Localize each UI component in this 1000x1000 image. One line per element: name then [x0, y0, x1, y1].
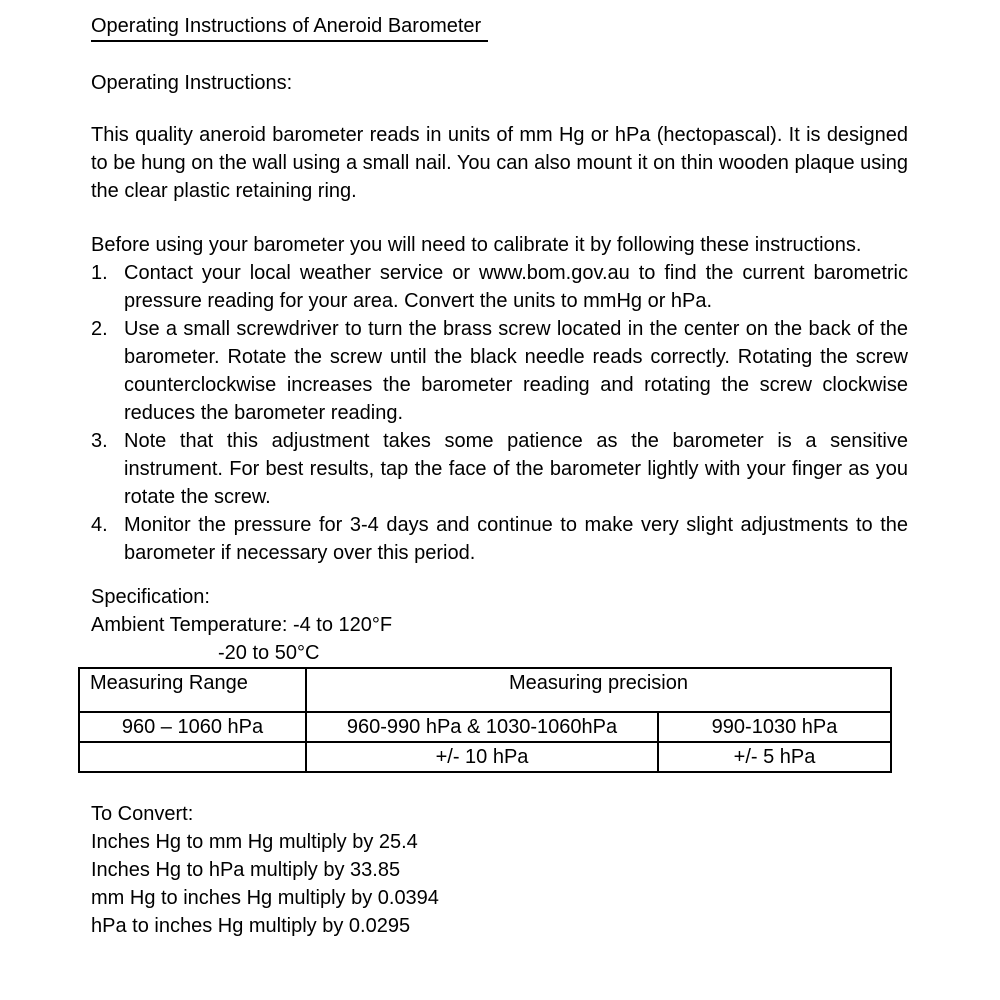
instruction-steps-list [91, 259, 908, 567]
cell-precision-outer-value: +/- 10 hPa [306, 742, 658, 772]
cell-precision-range-outer: 960-990 hPa & 1030-1060hPa [306, 712, 658, 742]
list-item-step-2 [91, 315, 908, 427]
step-4-text: Monitor the pressure for 3-4 days and continue to make very slight adjustments to the barometer if necessary over this period. [124, 514, 908, 564]
cell-measuring-range-value: 960 – 1060 hPa [79, 712, 306, 742]
step-1-number: 1. [91, 262, 108, 284]
list-item-step-1 [91, 259, 908, 315]
table-row [79, 742, 891, 772]
specification-table [78, 667, 892, 773]
conversion-mmhg-to-inhg: mm Hg to inches Hg multiply by 0.0394 [91, 887, 439, 909]
table-row [79, 712, 891, 742]
step-3-number: 3. [91, 430, 108, 452]
calibration-intro-paragraph: Before using your barometer you will need to calibrate it by following these instructions. [91, 234, 862, 256]
step-1-text [124, 259, 908, 315]
conversion-inhg-to-mmhg: Inches Hg to mm Hg multiply by 25.4 [91, 831, 418, 853]
header-measuring-precision: Measuring precision [306, 668, 891, 712]
to-convert-heading: To Convert: [91, 803, 194, 825]
step-3-text: Note that this adjustment takes some patience as the barometer is a sensitive instrument. For best results, tap the face of the barometer lightly with your finger as you rotate the screw. [124, 430, 908, 508]
website-url: www.bom.gov.au [478, 262, 630, 284]
page-title [91, 12, 908, 42]
cell-precision-inner-value: +/- 5 hPa [658, 742, 891, 772]
cell-empty [79, 742, 306, 772]
table-header-row [79, 668, 891, 712]
cell-precision-range-inner: 990-1030 hPa [658, 712, 891, 742]
section-heading-operating-instructions: Operating Instructions: [91, 72, 293, 94]
step-2-number: 2. [91, 318, 108, 340]
specification-heading: Specification: [91, 586, 210, 608]
list-item-step-3 [91, 427, 908, 511]
ambient-temperature-celsius: -20 to 50°C [218, 642, 320, 664]
conversion-hpa-to-inhg: hPa to inches Hg multiply by 0.0295 [91, 915, 411, 937]
step-2-text: Use a small screwdriver to turn the brass screw located in the center on the back of the barometer. Rotate the screw until the black needle reads correctly. Rotating the screw counterclockwise increases the barometer reading and rotating the screw clockwise reduces the barometer reading. [124, 318, 908, 424]
step-4-number: 4. [91, 514, 108, 536]
ambient-temperature-fahrenheit: Ambient Temperature: -4 to 120°F [91, 614, 393, 636]
step-1-text-after: to find the current barometric pressure reading for your area. Convert the units to mmHg or hPa. [124, 262, 908, 312]
header-measuring-range: Measuring Range [79, 668, 306, 712]
list-item-step-4 [91, 511, 908, 567]
step-1-text-before: Contact your local weather service or [124, 262, 479, 284]
page-title-text: Operating Instructions of Aneroid Barometer [91, 14, 488, 42]
intro-paragraph: This quality aneroid barometer reads in units of mm Hg or hPa (hectopascal). It is designed to be hung on the wall using a small nail. You can also mount it on thin wooden plaque using the clear plastic retaining ring. [91, 124, 908, 202]
conversion-inhg-to-hpa: Inches Hg to hPa multiply by 33.85 [91, 859, 401, 881]
